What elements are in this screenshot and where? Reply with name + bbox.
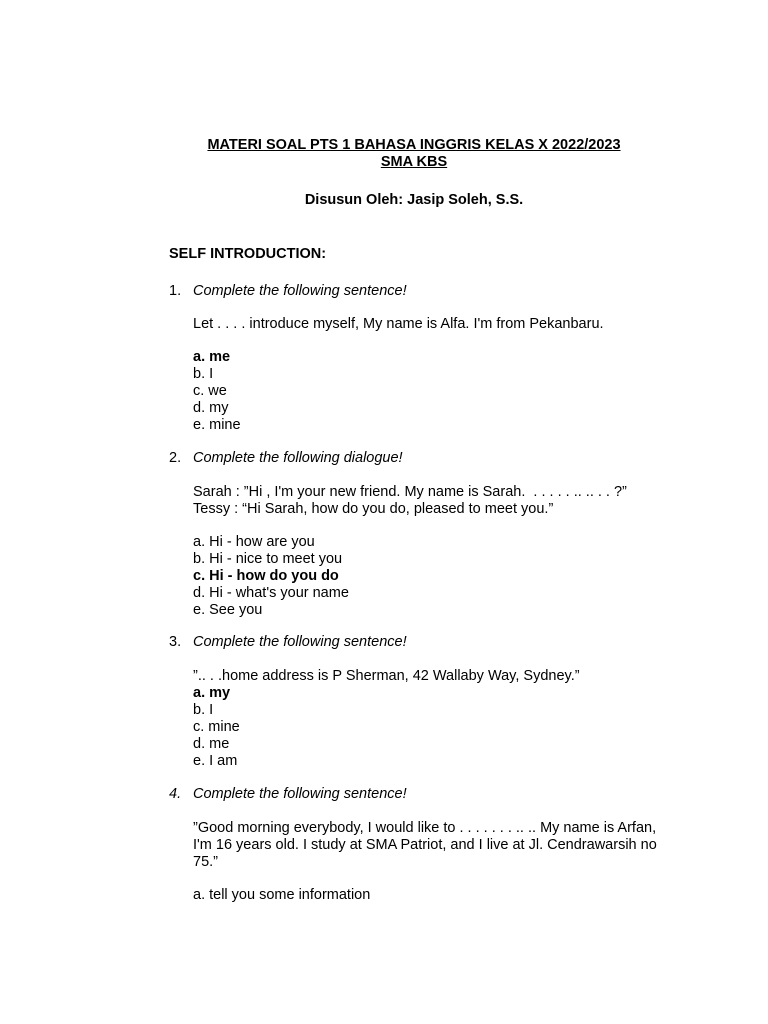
option-a: a. Hi - how are you bbox=[193, 534, 315, 550]
question-3-number: 3. bbox=[169, 634, 182, 650]
option-a: a. me bbox=[193, 349, 231, 365]
option-d: d. my bbox=[193, 400, 229, 416]
author-line: Disusun Oleh: Jasip Soleh, S.S. bbox=[304, 192, 524, 208]
option-d: d. Hi - what's your name bbox=[193, 585, 349, 601]
option-b: b. I bbox=[193, 702, 214, 718]
option-c: c. Hi - how do you do bbox=[193, 568, 339, 584]
section-title: SELF INTRODUCTION: bbox=[169, 246, 327, 262]
question-3-instruction: Complete the following sentence! bbox=[193, 634, 407, 650]
title-line-1: MATERI SOAL PTS 1 BAHASA INGGRIS KELAS X 2022/2023 bbox=[207, 137, 621, 153]
prompt-line: Tessy : “Hi Sarah, how do you do, pleased to meet you.” bbox=[193, 501, 554, 517]
option-c: c. we bbox=[193, 383, 227, 399]
question-2-options bbox=[193, 534, 663, 619]
prompt-line: ”.. . .home address is P Sherman, 42 Wallaby Way, Sydney.” bbox=[193, 668, 580, 684]
question-1-options bbox=[193, 349, 663, 434]
question-4-options bbox=[193, 887, 663, 904]
prompt-line: ”Good morning everybody, I would like to . . . . . . . .. .. My name is Arfan, I'm 16 years old. I study at SMA Patriot, and I live at Jl. Cendrawarsih no 75.” bbox=[193, 820, 657, 870]
option-b: b. I bbox=[193, 366, 214, 382]
title-line-2: SMA KBS bbox=[380, 154, 448, 170]
question-4-number: 4. bbox=[169, 786, 182, 802]
question-2-prompt bbox=[193, 484, 663, 518]
option-b: b. Hi - nice to meet you bbox=[193, 551, 343, 567]
option-a: a. tell you some information bbox=[193, 887, 371, 903]
document-title bbox=[100, 137, 728, 171]
option-e: e. I am bbox=[193, 753, 238, 769]
option-e: e. See you bbox=[193, 602, 263, 618]
question-2-number: 2. bbox=[169, 450, 182, 466]
question-1-prompt bbox=[193, 316, 663, 333]
question-1-number: 1. bbox=[169, 283, 182, 299]
option-d: d. me bbox=[193, 736, 230, 752]
option-e: e. mine bbox=[193, 417, 241, 433]
prompt-line: Sarah : ”Hi , I'm your new friend. My name is Sarah. . . . . . .. .. . . ?” bbox=[193, 484, 627, 500]
option-a: a. my bbox=[193, 685, 231, 701]
question-4-prompt bbox=[193, 820, 663, 871]
option-c: c. mine bbox=[193, 719, 240, 735]
question-1-instruction: Complete the following sentence! bbox=[193, 283, 407, 299]
question-4-instruction: Complete the following sentence! bbox=[193, 786, 407, 802]
question-2-instruction: Complete the following dialogue! bbox=[193, 450, 403, 466]
question-3-body bbox=[193, 668, 663, 770]
prompt-line: Let . . . . introduce myself, My name is Alfa. I'm from Pekanbaru. bbox=[193, 316, 604, 332]
